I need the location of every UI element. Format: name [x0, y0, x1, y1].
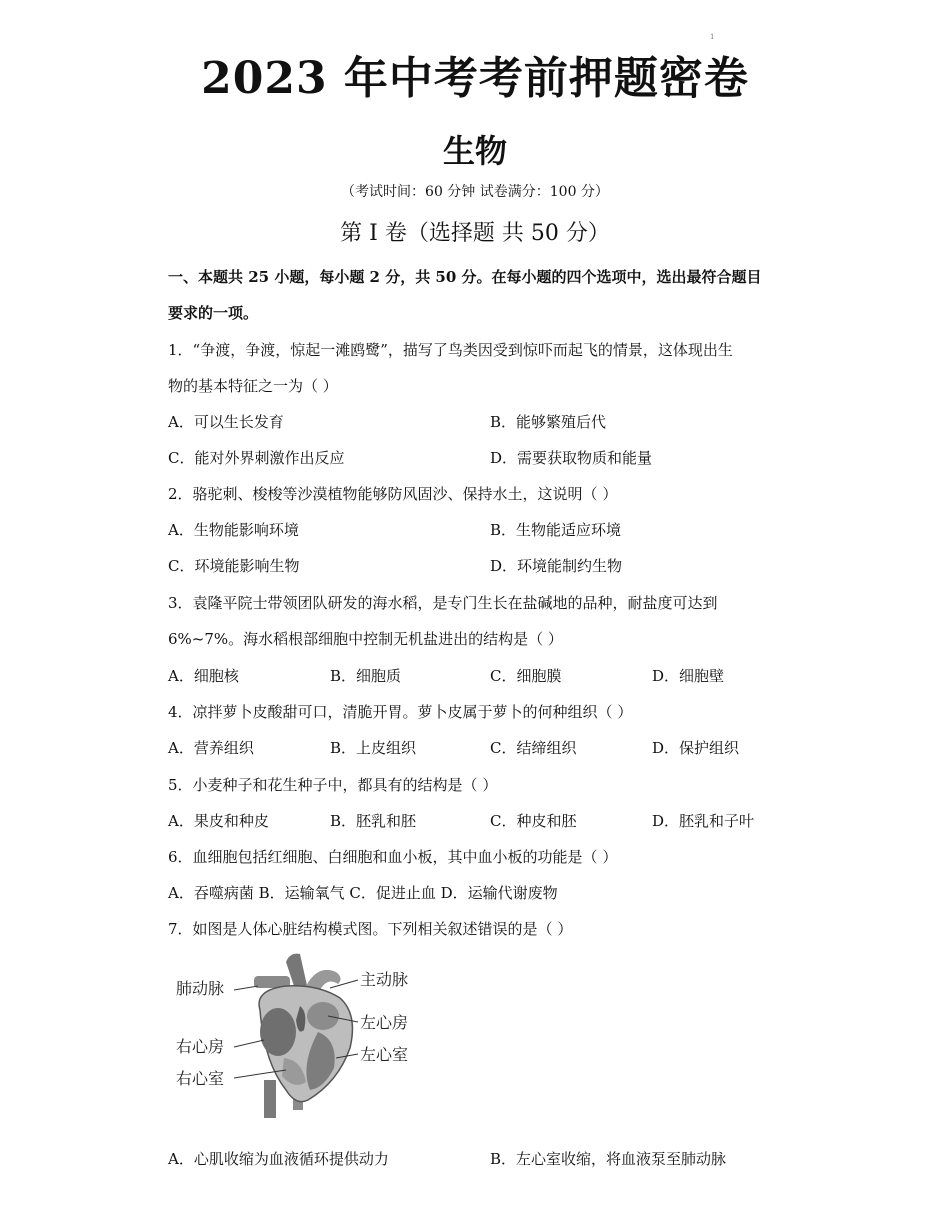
question-4-option-c: C．结缔组织 — [490, 739, 577, 757]
question-3-option-b: B．细胞质 — [330, 667, 402, 685]
question-5-option-b: B．胚乳和胚 — [330, 812, 417, 830]
question-4-stem: 4．凉拌萝卜皮酸甜可口，清脆开胃。萝卜皮属于萝卜的何种组织（ ） — [168, 703, 633, 721]
question-2-stem: 2．骆驼刺、梭梭等沙漠植物能够防风固沙、保持水土，这说明（ ） — [168, 485, 618, 503]
question-1-stem-cont: 物的基本特征之一为（ ） — [168, 377, 338, 395]
section-title: 第 I 卷（选择题 共 50 分） — [340, 221, 610, 246]
label-pulmonary-artery: 肺动脉 — [176, 979, 225, 998]
question-3-option-d: D．细胞壁 — [652, 667, 725, 685]
question-2-option-b: B．生物能适应环境 — [490, 521, 622, 539]
exam-info: （考试时间：60 分钟 试卷满分：100 分） — [341, 184, 609, 200]
question-4-option-a: A．营养组织 — [168, 739, 254, 757]
question-4-option-d: D．保护组织 — [652, 739, 740, 757]
question-1-option-b: B．能够繁殖后代 — [490, 413, 607, 431]
page-title: 2023 年中考考前押题密卷 — [201, 53, 749, 104]
question-1-option-c: C．能对外界刺激作出反应 — [168, 449, 345, 467]
question-2-option-c: C．环境能影响生物 — [168, 557, 300, 575]
question-7-option-a: A．心肌收缩为血液循环提供动力 — [168, 1150, 389, 1168]
question-3-option-c: C．细胞膜 — [490, 667, 562, 685]
question-3-stem: 3．袁隆平院士带领团队研发的海水稻，是专门生长在盐碱地的品种，耐盐度可达到 — [168, 594, 718, 612]
question-5-stem: 5．小麦种子和花生种子中，都具有的结构是（ ） — [168, 776, 498, 794]
question-1-option-a: A．可以生长发育 — [168, 413, 284, 431]
question-7-stem: 7．如图是人体心脏结构模式图。下列相关叙述错误的是（ ） — [168, 920, 573, 938]
label-left-atrium: 左心房 — [360, 1013, 409, 1032]
question-3-stem-cont: 6%~7%。海水稻根部细胞中控制无机盐进出的结构是（ ） — [168, 630, 563, 648]
question-5-option-a: A．果皮和种皮 — [168, 812, 269, 830]
label-right-atrium: 右心房 — [176, 1037, 225, 1056]
question-6-options: A．吞噬病菌 B．运输氧气 C．促进止血 D．运输代谢废物 — [168, 884, 558, 902]
label-right-ventricle: 右心室 — [176, 1069, 225, 1088]
question-5-option-c: C．种皮和胚 — [490, 812, 577, 830]
label-left-ventricle: 左心室 — [360, 1045, 409, 1064]
question-2-option-a: A．生物能影响环境 — [168, 521, 299, 539]
question-5-option-d: D．胚乳和子叶 — [652, 812, 755, 830]
question-3-option-a: A．细胞核 — [168, 667, 239, 685]
question-6-stem: 6．血细胞包括红细胞、白细胞和血小板，其中血小板的功能是（ ） — [168, 848, 618, 866]
question-7-option-b: B．左心室收缩，将血液泵至肺动脉 — [490, 1150, 727, 1168]
label-aorta: 主动脉 — [360, 970, 409, 989]
question-2-option-d: D．环境能制约生物 — [490, 557, 623, 575]
subject-title: 生物 — [442, 132, 507, 170]
instructions-line1: 一、本题共 25 小题，每小题 2 分，共 50 分。在每小题的四个选项中，选出最符合题目 — [168, 268, 762, 286]
question-4-option-b: B．上皮组织 — [330, 739, 417, 757]
corner-mark: 1 — [710, 33, 715, 41]
question-1-stem: 1．“争渡，争渡，惊起一滩鸥鹭”，描写了鸟类因受到惊吓而起飞的情景，这体现出生 — [168, 341, 733, 359]
question-1-option-d: D．需要获取物质和能量 — [490, 449, 653, 467]
heart-diagram — [168, 950, 428, 1125]
instructions-line2: 要求的一项。 — [168, 304, 259, 322]
